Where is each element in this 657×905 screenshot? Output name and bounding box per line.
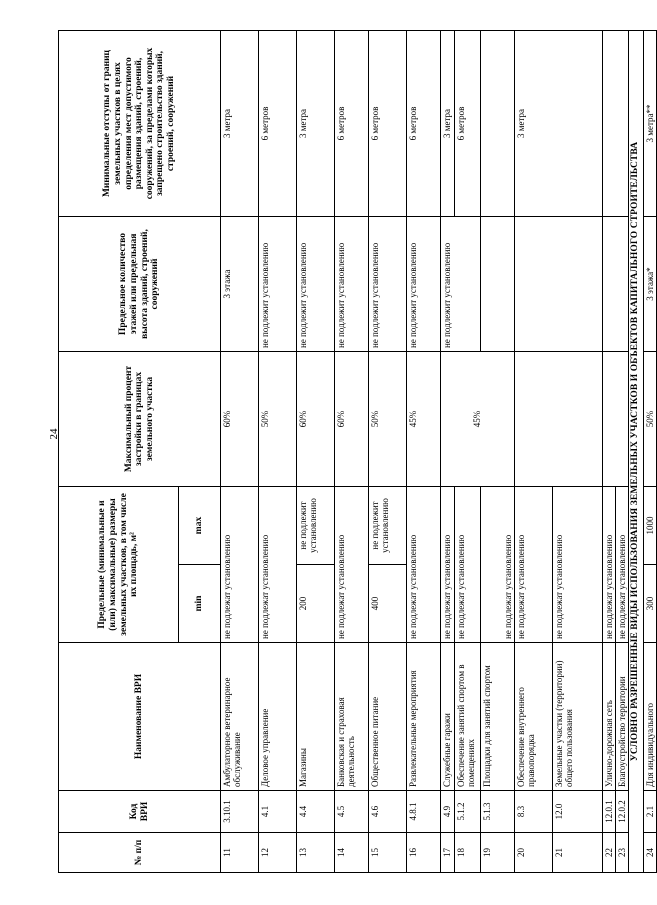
row-code: 2.1 <box>644 791 657 833</box>
row-code: 12.0.2 <box>616 791 629 833</box>
floors-cell: 3 этажа <box>221 217 259 352</box>
row-name: Обеспечение занятий спортом в помещениях <box>455 643 481 791</box>
row-code: 4.6 <box>369 791 407 833</box>
row-code: 12.0 <box>553 791 603 833</box>
header-coverage: Максимальный процент застройки в границах земельного участка <box>59 352 221 487</box>
floors-cell: не подлежит установлению <box>297 217 335 352</box>
row-area: не подлежат установлению <box>335 487 369 643</box>
regulations-table <box>58 30 657 873</box>
setback-cell-empty <box>603 31 629 217</box>
setback-cell: 3 метра <box>297 31 335 217</box>
row-code: 4.4 <box>297 791 335 833</box>
floors-cell-empty <box>603 217 629 352</box>
row-num: 24 <box>644 833 657 873</box>
coverage-cell: 45% <box>407 352 441 487</box>
coverage-cell: 45% <box>441 352 515 487</box>
row-name: Служебные гаражи <box>441 643 455 791</box>
table-row <box>335 31 369 873</box>
setback-cell-empty <box>481 31 515 217</box>
coverage-cell: 50% <box>644 352 657 487</box>
row-area: не подлежат установлению <box>603 487 616 643</box>
row-max: 1000 <box>644 487 657 565</box>
setback-cell: 6 метров <box>407 31 441 217</box>
setback-cell: 6 метров <box>369 31 407 217</box>
floors-cell: не подлежит установлению <box>441 217 481 352</box>
row-num: 19 <box>481 833 515 873</box>
coverage-cell: 50% <box>369 352 407 487</box>
row-max: не подлежит установлению <box>297 487 335 565</box>
setback-cell: 6 метров <box>259 31 297 217</box>
row-code: 4.1 <box>259 791 297 833</box>
row-name: Деловое управление <box>259 643 297 791</box>
table-row <box>441 31 455 873</box>
coverage-cell-empty <box>603 352 629 487</box>
header-setback: Минимальные отступы от границ земельных участков в целях определения мест допустимого размещения зданий, строений, сооружений, за пределами которых запрещено строительство зданий, строений, сооружений <box>59 31 221 217</box>
row-area: не подлежат установлению <box>455 487 481 643</box>
row-area: не подлежат установлению <box>441 487 455 643</box>
table-row <box>297 31 335 873</box>
header-code: Код ВРИ <box>59 791 221 833</box>
floors-cell-empty <box>481 217 515 352</box>
floors-cell: не подлежит установлению <box>369 217 407 352</box>
row-name: Обеспечение внутреннего правопорядка <box>515 643 553 791</box>
row-name: Развлекательные мероприятия <box>407 643 441 791</box>
header-min: min <box>179 565 221 643</box>
row-min: 400 <box>369 565 407 643</box>
row-code: 5.1.3 <box>481 791 515 833</box>
row-area: не подлежат установлению <box>616 487 629 643</box>
row-name: Улично-дорожная сеть <box>603 643 616 791</box>
table-row <box>221 31 259 873</box>
row-min: 200 <box>297 565 335 643</box>
row-code: 5.1.2 <box>455 791 481 833</box>
setback-cell: 3 метра** <box>644 31 657 217</box>
coverage-cell-empty <box>515 352 603 487</box>
header-area: Предельные (минимальные и (или) максимальные) размеры земельных участков, в том числе их площадь, м² <box>59 487 179 643</box>
section-title: УСЛОВНО РАЗРЕШЕННЫЕ ВИДЫ ИСПОЛЬЗОВАНИЯ ЗЕМЕЛЬНЫХ УЧАСТКОВ И ОБЪЕКТОВ КАПИТАЛЬНОГО СТРОИТЕЛЬСТВА <box>629 31 644 873</box>
floors-cell: не подлежит установлению <box>259 217 297 352</box>
row-area: не подлежат установлению <box>407 487 441 643</box>
row-code: 4.9 <box>441 791 455 833</box>
row-code: 4.5 <box>335 791 369 833</box>
page-number: 24 <box>48 428 60 440</box>
floors-cell: не подлежит установлению <box>407 217 441 352</box>
table-row <box>407 31 441 873</box>
header-num: № п/п <box>59 833 221 873</box>
section-row <box>629 31 644 873</box>
row-num: 13 <box>297 833 335 873</box>
row-area: не подлежат установлению <box>515 487 553 643</box>
table-row <box>369 31 407 873</box>
row-name: Для индивидуального <box>644 643 657 791</box>
row-num: 17 <box>441 833 455 873</box>
row-name: Магазины <box>297 643 335 791</box>
coverage-cell: 60% <box>221 352 259 487</box>
row-min: 300 <box>644 565 657 643</box>
row-code: 3.10.1 <box>221 791 259 833</box>
header-floors: Предельное количество этажей или предельная высота зданий, строений, сооружений <box>59 217 221 352</box>
coverage-cell: 50% <box>259 352 297 487</box>
row-num: 20 <box>515 833 553 873</box>
setback-cell: 3 метра <box>221 31 259 217</box>
row-num: 21 <box>553 833 603 873</box>
header-name: Наименование ВРИ <box>59 643 221 791</box>
setback-cell: 3 метра <box>441 31 455 217</box>
table-row <box>259 31 297 873</box>
row-area: не подлежат установлению <box>221 487 259 643</box>
table-row <box>515 31 553 873</box>
row-code: 4.8.1 <box>407 791 441 833</box>
row-area: не подлежат установлению <box>259 487 297 643</box>
setback-cell: 3 метра <box>515 31 603 217</box>
row-num: 11 <box>221 833 259 873</box>
row-num: 14 <box>335 833 369 873</box>
rotated-table-container <box>58 31 656 873</box>
row-num: 22 <box>603 833 616 873</box>
table-row <box>644 31 657 873</box>
row-code: 12.0.1 <box>603 791 616 833</box>
coverage-cell: 60% <box>297 352 335 487</box>
floors-cell-empty <box>515 217 603 352</box>
row-code: 8.3 <box>515 791 553 833</box>
coverage-cell: 60% <box>335 352 369 487</box>
row-num: 18 <box>455 833 481 873</box>
setback-cell: 6 метров <box>335 31 369 217</box>
header-max: max <box>179 487 221 565</box>
setback-cell: 6 метров <box>455 31 481 217</box>
row-name: Благоустройство территории <box>616 643 629 791</box>
row-area: не подлежат установлению <box>553 487 603 643</box>
table-row <box>603 31 616 873</box>
row-name: Площадки для занятий спортом <box>481 643 515 791</box>
row-name: Амбулаторное ветеринарное обслуживание <box>221 643 259 791</box>
row-name: Банковская и страховая деятельность <box>335 643 369 791</box>
floors-cell: не подлежит установлению <box>335 217 369 352</box>
floors-cell: 3 этажа* <box>644 217 657 352</box>
row-num: 12 <box>259 833 297 873</box>
row-name: Общественное питание <box>369 643 407 791</box>
row-num: 15 <box>369 833 407 873</box>
row-num: 16 <box>407 833 441 873</box>
row-num: 23 <box>616 833 629 873</box>
row-area: не подлежат установлению <box>481 487 515 643</box>
row-max: не подлежит установлению <box>369 487 407 565</box>
row-name: Земельные участки (территории) общего пользования <box>553 643 603 791</box>
